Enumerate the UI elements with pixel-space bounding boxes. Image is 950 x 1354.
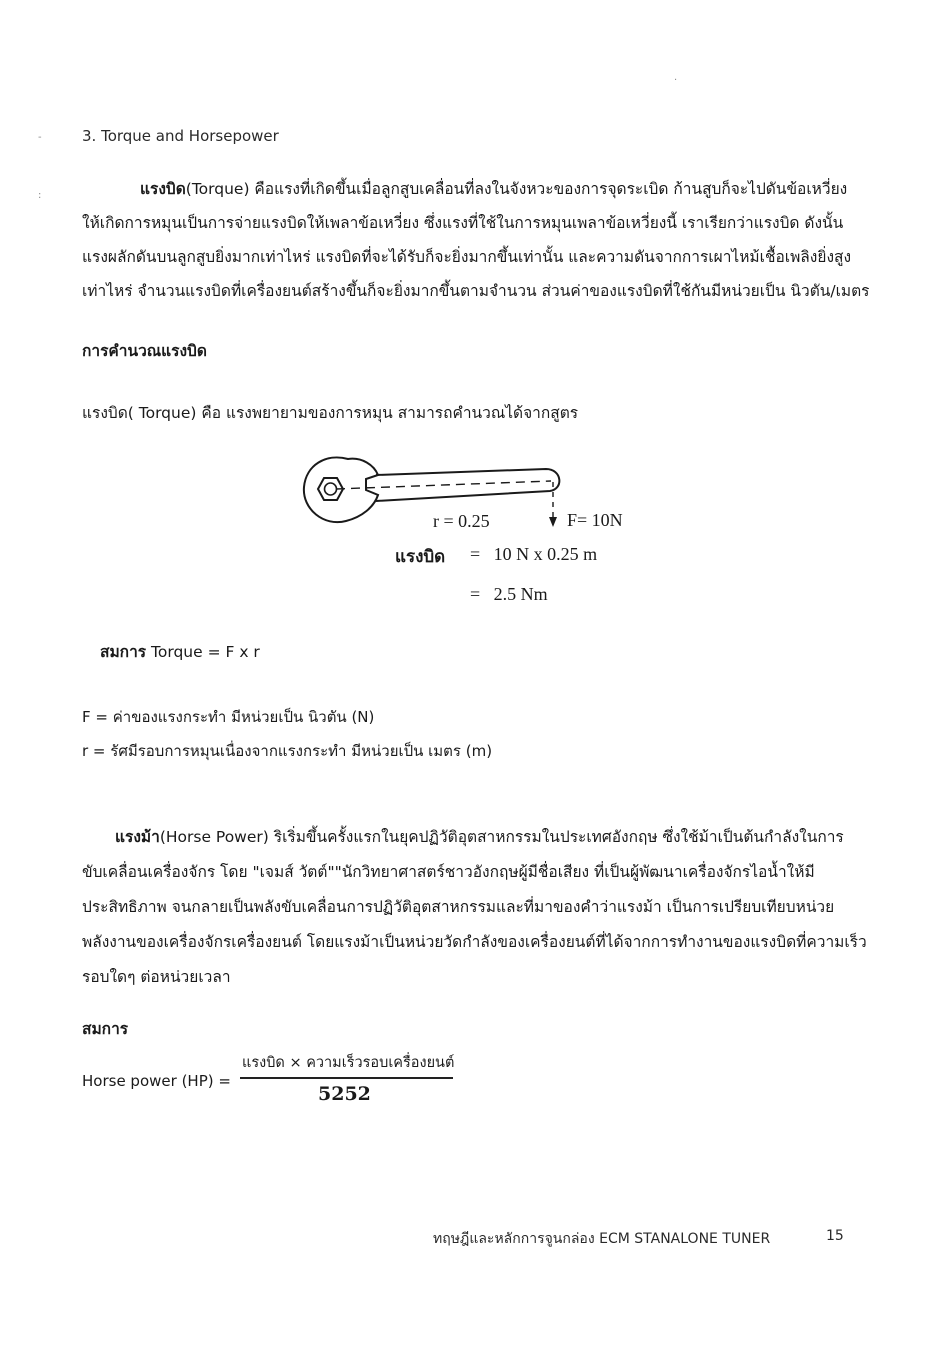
horsepower-paragraph-line: รอบใดๆ ต่อหน่วยเวลา xyxy=(82,968,231,986)
hp-equation-lhs: Horse power (HP) = xyxy=(82,1072,231,1090)
section-heading: 3. Torque and Horsepower xyxy=(82,127,279,145)
wrench-head xyxy=(304,457,378,522)
torque-line1-text: (Torque) คือแรงที่เกิดขึ้นเมื่อลูกสูบเคลื่อนที่ลงในจังหวะของการจุดระเบิด ก้านสูบก็จะไปดันข้อเหวี่ยง xyxy=(185,180,848,198)
torque-lead-term: แรงบิด xyxy=(140,180,186,198)
torque-definition: แรงบิด( Torque) คือ แรงพยายามของการหมุน สามารถคำนวณได้จากสูตร xyxy=(82,404,579,422)
horsepower-paragraph-line xyxy=(115,820,844,854)
force-label: F= 10N xyxy=(567,510,623,530)
scan-speck: - xyxy=(38,132,42,143)
radius-line xyxy=(336,481,551,489)
radius-definition: r = รัศมีรอบการหมุนเนื่องจากแรงกระทำ มีหน่วยเป็น เมตร (m) xyxy=(82,742,493,760)
torque-calc-line-2: = 2.5 Nm xyxy=(470,584,548,604)
horsepower-paragraph-line: ประสิทธิภาพ จนกลายเป็นพลังขับเคลื่อนการปฏิวัติอุตสาหกรรมและที่มาของคำว่าแรงม้า เป็นการเปรียบเทียบหน่วย xyxy=(82,898,835,916)
scan-speck: . xyxy=(674,72,678,83)
page-number: 15 xyxy=(826,1228,844,1244)
fraction-bar xyxy=(240,1077,453,1079)
torque-paragraph-line: ให้เกิดการหมุนเป็นการจ่ายแรงบิดให้เพลาข้อเหวี่ยง ซึ่งแรงที่ใช้ในการหมุนเพลาข้อเหวี่ยงนี้ เราเรียกว่าแรงบิด ดังนั้น xyxy=(82,214,844,232)
torque-paragraph-line: เท่าไหร่ จำนวนแรงบิดที่เครื่องยนต์สร้างขึ้นก็จะยิ่งมากขึ้นตามจำนวน ส่วนค่าของแรงบิดที่ใช้กันมีหน่วยเป็น นิวตัน/เมตร xyxy=(82,282,870,300)
hp-equation-denominator: 5252 xyxy=(318,1083,371,1105)
horsepower-paragraph-line: พลังงานของเครื่องจักรเครื่องยนต์ โดยแรงม้าเป็นหน่วยวัดกำลังของเครื่องยนต์ที่ได้จากการทำงานของแรงบิดที่ความเร็ว xyxy=(82,933,867,951)
hp-equation-heading: สมการ xyxy=(82,1020,129,1038)
scan-speck: : xyxy=(38,190,42,201)
wrench-handle xyxy=(376,469,559,501)
torque-paragraph-line: แรงผลักดันบนลูกสูบยิ่งมากเท่าไหร่ แรงบิดที่จะได้รับก็จะยิ่งมากขึ้นเท่านั้น และความดันจากการเผาไหม้เชื้อเพลิงยิ่งสูง xyxy=(82,248,852,266)
torque-equation-formula: Torque = F x r xyxy=(146,643,260,661)
torque-paragraph-line xyxy=(140,172,847,206)
torque-calc-line-1: = 10 N x 0.25 m xyxy=(470,544,598,564)
footer-title: ทฤษฎีและหลักการจูนกล่อง ECM STANALONE TUNER xyxy=(433,1231,771,1247)
force-definition: F = ค่าของแรงกระทำ มีหน่วยเป็น นิวตัน (N) xyxy=(82,708,375,726)
torque-equation xyxy=(100,639,260,664)
torque-calc-label: แรงบิด xyxy=(395,547,446,567)
torque-equation-label: สมการ xyxy=(100,643,147,661)
hp-equation-numerator: แรงบิด × ความเร็วรอบเครื่องยนต์ xyxy=(242,1055,455,1071)
horsepower-lead-term: แรงม้า xyxy=(115,828,160,846)
torque-calc-heading: การคำนวณแรงบิด xyxy=(82,342,207,360)
nut-bolt xyxy=(325,483,337,495)
horsepower-paragraph-line: ขับเคลื่อนเครื่องจักร โดย "เจมส์ วัตต์""นักวิทยาศาสตร์ชาวอังกฤษผู้มีชื่อเสียง ที่เป็นผู้พัฒนาเครื่องจักรไอน้ำให้มี xyxy=(82,863,815,881)
radius-label: r = 0.25 xyxy=(433,511,490,531)
force-arrow-head xyxy=(549,517,557,527)
horsepower-line1-text: (Horse Power) ริเริ่มขึ้นครั้งแรกในยุคปฏิวัติอุตสาหกรรมในประเทศอังกฤษ ซึ่งใช้ม้าเป็นต้นกำลังในการ xyxy=(159,828,844,846)
